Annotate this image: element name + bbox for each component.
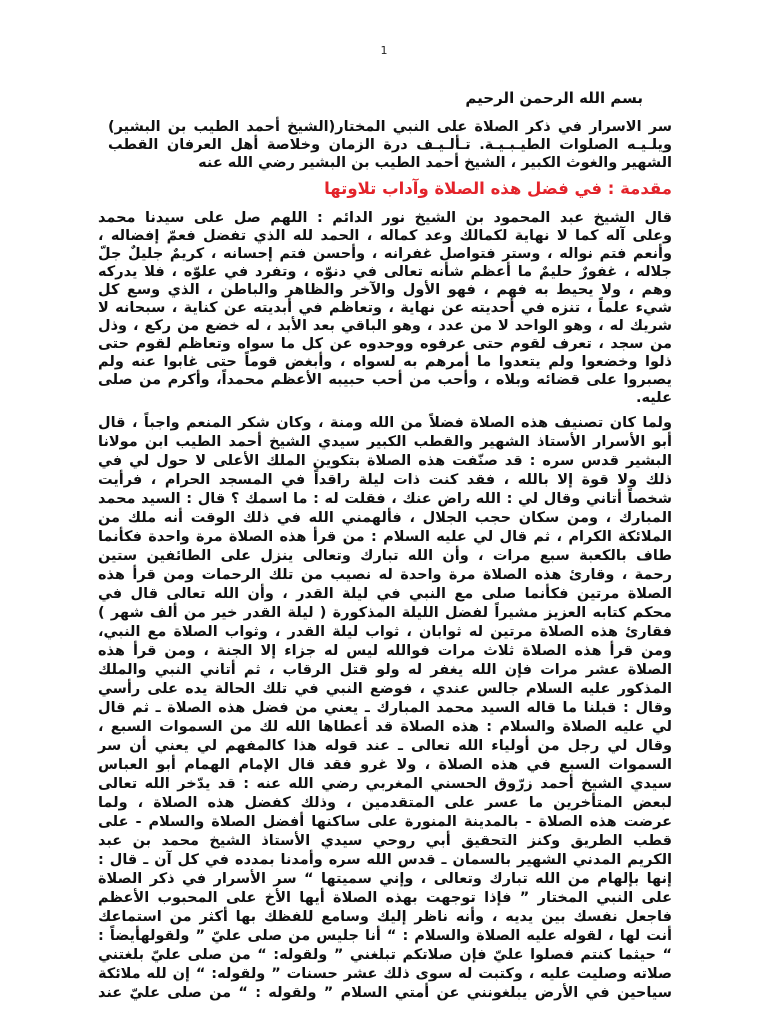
text-line: قطب الطريق وكنز التحقيق أبي روحي سيدي الأستاذ الشيخ محمد بن عبد	[98, 833, 672, 849]
text-line: الصلاة عشر مرات فإن الله يغفر له ولو قتل الرقاب ، ثم أتاني النبي والملك	[98, 662, 672, 678]
text-line: المبارك ، ومن سكان حجب الجلال ، فألهمني الله في ذلك الوقت أنه ملك من	[98, 510, 672, 526]
text-line: يصبروا على قضائه وبلاه ، وأحب من أحب حبيبه الأعظم محمداً، وأكرم من صلى	[98, 372, 672, 388]
text-line: وقال : قبلنا ما قاله السيد محمد المبارك ـ يعني من فضل هذه الصلاة ـ ثم قال	[98, 700, 672, 716]
text-line: جلاله ، غفورٌ حليمٌ ما أعظم شأنه تعالى في دنوّه ، وتفرد في علوّه ، فلا يدركه	[98, 264, 672, 280]
text-line: طاف بالكعبة سبع مرات ، وأن الله تبارك وتعالى ينزل على الطائفين ستين	[98, 548, 672, 564]
text-line: الكريم المدني الشهير بالسمان ـ قدس الله سره وأمدنا بمدده في كل آن ـ قال :	[98, 852, 672, 868]
text-line: لبعض المتأخرين ما عسر على المتقدمين ، وذلك كفضل هذه الصلاة ، ولما	[98, 795, 672, 811]
text-line: شيء علماً ، تنزه في أحديته عن نهاية ، وتعاظم في أبديته عن كناية ، سبحانه لا	[98, 300, 672, 316]
text-line: السموات السبع في هذه الصلاة ، ولا غرو فقد قال الإمام الهمام أبو العباس	[98, 757, 672, 773]
basmala-title: بسم الله الرحمن الرحيم	[465, 89, 643, 107]
text-line: ذلوا وخضعوا ولم يتعدوا ما أمرهم به لسواه ، وأبغض قوماً حتى غابوا عنه ولم	[98, 354, 672, 370]
text-line: فقارئ هذه الصلاة مرتين له ثوابان ، ثواب ليلة القدر ، وثواب الصلاة مع النبي،	[98, 624, 672, 640]
text-line: أبو الأسرار الأستاذ الشهير والقطب الكبير سيدي الشيخ أحمد الطيب ابن مولانا	[98, 434, 672, 450]
text-line: وقال لي رجل من أولياء الله تعالى ـ عند قوله هذا كالمفهم لي يعني أن سر	[98, 738, 672, 754]
text-line: الملائكة الكرام ، ثم قال لي عليه السلام : من قرأ هذه الصلاة مرة واحدة فكأنما	[98, 529, 672, 545]
section-heading: مقدمة : في فضل هذه الصلاة وآداب تلاوتها	[324, 179, 672, 198]
text-line: ذلك ولا قوة إلا بالله ، فقد كنت ذات ليلة راقداً في المسجد الحرام ، فرأيت	[98, 472, 672, 488]
text-line: رحمة ، وقارئ هذه الصلاة مرة واحدة له نصيب من تلك الرحمات ومن قرأ هذه	[98, 567, 672, 583]
text-line: المذكور عليه السلام جالس عندي ، فوضع النبي في تلك الحالة يده على رأسي	[98, 681, 672, 697]
text-line: إنها بإلهام من الله تبارك وتعالى ، وإني سميتها “ سر الأسرار في ذكر الصلاة	[98, 871, 672, 887]
text-line: من سجد ، تعرف لقوم حتى عرفوه ووحدوه عن كل ما سواه وتعاظم لقوم حتى	[98, 336, 672, 352]
text-line: سيدي الشيخ أحمد زرّوق الحسني المغربي رضي الله عنه : قد يدّخر الله تعالى	[98, 776, 672, 792]
text-line: ولما كان تصنيف هذه الصلاة فضلاً من الله ومنة ، وكان شكر المنعم واجباً ، قال	[98, 415, 672, 431]
text-line: سر الاسرار في ذكر الصلاة على النبي المختار(الشيخ أحمد الطيب بن البشير)	[108, 119, 672, 135]
text-line: سياحين في الأرض يبلغونني عن أمتي السلام ” ولقوله : “ من صلى عليّ عند	[98, 985, 672, 1001]
text-line: صلاته وصليت عليه ، وكتبت له سوى ذلك عشر حسنات ” ولقوله: “ إن لله ملائكة	[98, 966, 672, 982]
text-line: الشهير والغوث الكبير ، الشيخ أحمد الطيب بن البشير رضي الله عنه	[198, 155, 672, 171]
intro-paragraph	[108, 118, 672, 172]
paragraph	[98, 414, 672, 1003]
text-line: ويلـيـه الصلوات الطيـبـيـة. تـألـيـف درة الزمان وخلاصة أهل العرفان القطب	[108, 137, 672, 153]
text-line: قال الشيخ عبد المحمود بن الشيخ نور الدائم : اللهم صل على سيدنا محمد	[98, 210, 672, 226]
text-line: “ حيثما كنتم فصلوا عليّ فإن صلاتكم تبلغني ” ولقوله: “ من صلى عليّ بلغتني	[98, 947, 672, 963]
text-line: الصلاة مرتين فكأنما صلى مع النبي في ليلة القدر ، وأن الله تعالى قال في	[98, 586, 672, 602]
text-line: شريك له ، وهو الواحد لا من عدد ، وهو الباقي بعد الأبد ، له خضع من ركع ، وذل	[98, 318, 672, 334]
text-line: وهم ، ولا يحيط به فهم ، فهو الأول والآخر والظاهر والباطن ، الذي وسع كل	[98, 282, 672, 298]
text-line: عليه.	[635, 390, 672, 406]
text-line: عرضت هذه الصلاة - بالمدينة المنورة على ساكنها أفضل الصلاة والسلام - على	[98, 814, 672, 830]
text-line: لي عليه الصلاة والسلام : هذه الصلاة قد أعطاها الله لك من السموات السبع ،	[98, 719, 672, 735]
text-line: ومن قرأ هذه الصلاة ثلاث مرات فوالله ليس له جزاء إلا الجنة ، ومن قرأ هذه	[98, 643, 672, 659]
text-line: على النبي المختار ” فإذا توجهت بهذه الصلاة أيها الأخ على المحبوب الأعظم	[98, 890, 672, 906]
text-line: محكم كتابه العزيز مشيراً لفضل الليلة المذكورة ( ليلة القدر خير من ألف شهر )	[98, 605, 672, 621]
page-number: 1	[380, 44, 388, 57]
text-line: أنت لها ، لقوله عليه الصلاة والسلام : “ أنا جليس من صلى عليّ ” ولقولهأيضاً :	[98, 928, 672, 944]
text-line: البشير قدس سره : قد صنّفت هذه الصلاة بتكوين الملك الأعلى لا حول لي في	[98, 453, 672, 469]
paragraph	[98, 209, 672, 407]
text-line: وعلى آله كما لا نهاية لكمالك وعد كماله ، الحمد لله الذي تفضل فعمّ إفضاله ،	[98, 228, 672, 244]
text-line: فاجعل نفسك بين يديه ، وأنه ناظر إليك وسامع للفظك بها أكثر من استماعك	[98, 909, 672, 925]
text-line: شخصاً أتاني وقال لي : الله راض عنك ، فقلت له : ما اسمك ؟ قال : السيد محمد	[98, 491, 672, 507]
text-line: وأنعم فتم نواله ، وستر فتواصل غفرانه ، وأحسن فتم إحسانه ، كريمٌ جليلٌ جلّ	[98, 246, 672, 262]
